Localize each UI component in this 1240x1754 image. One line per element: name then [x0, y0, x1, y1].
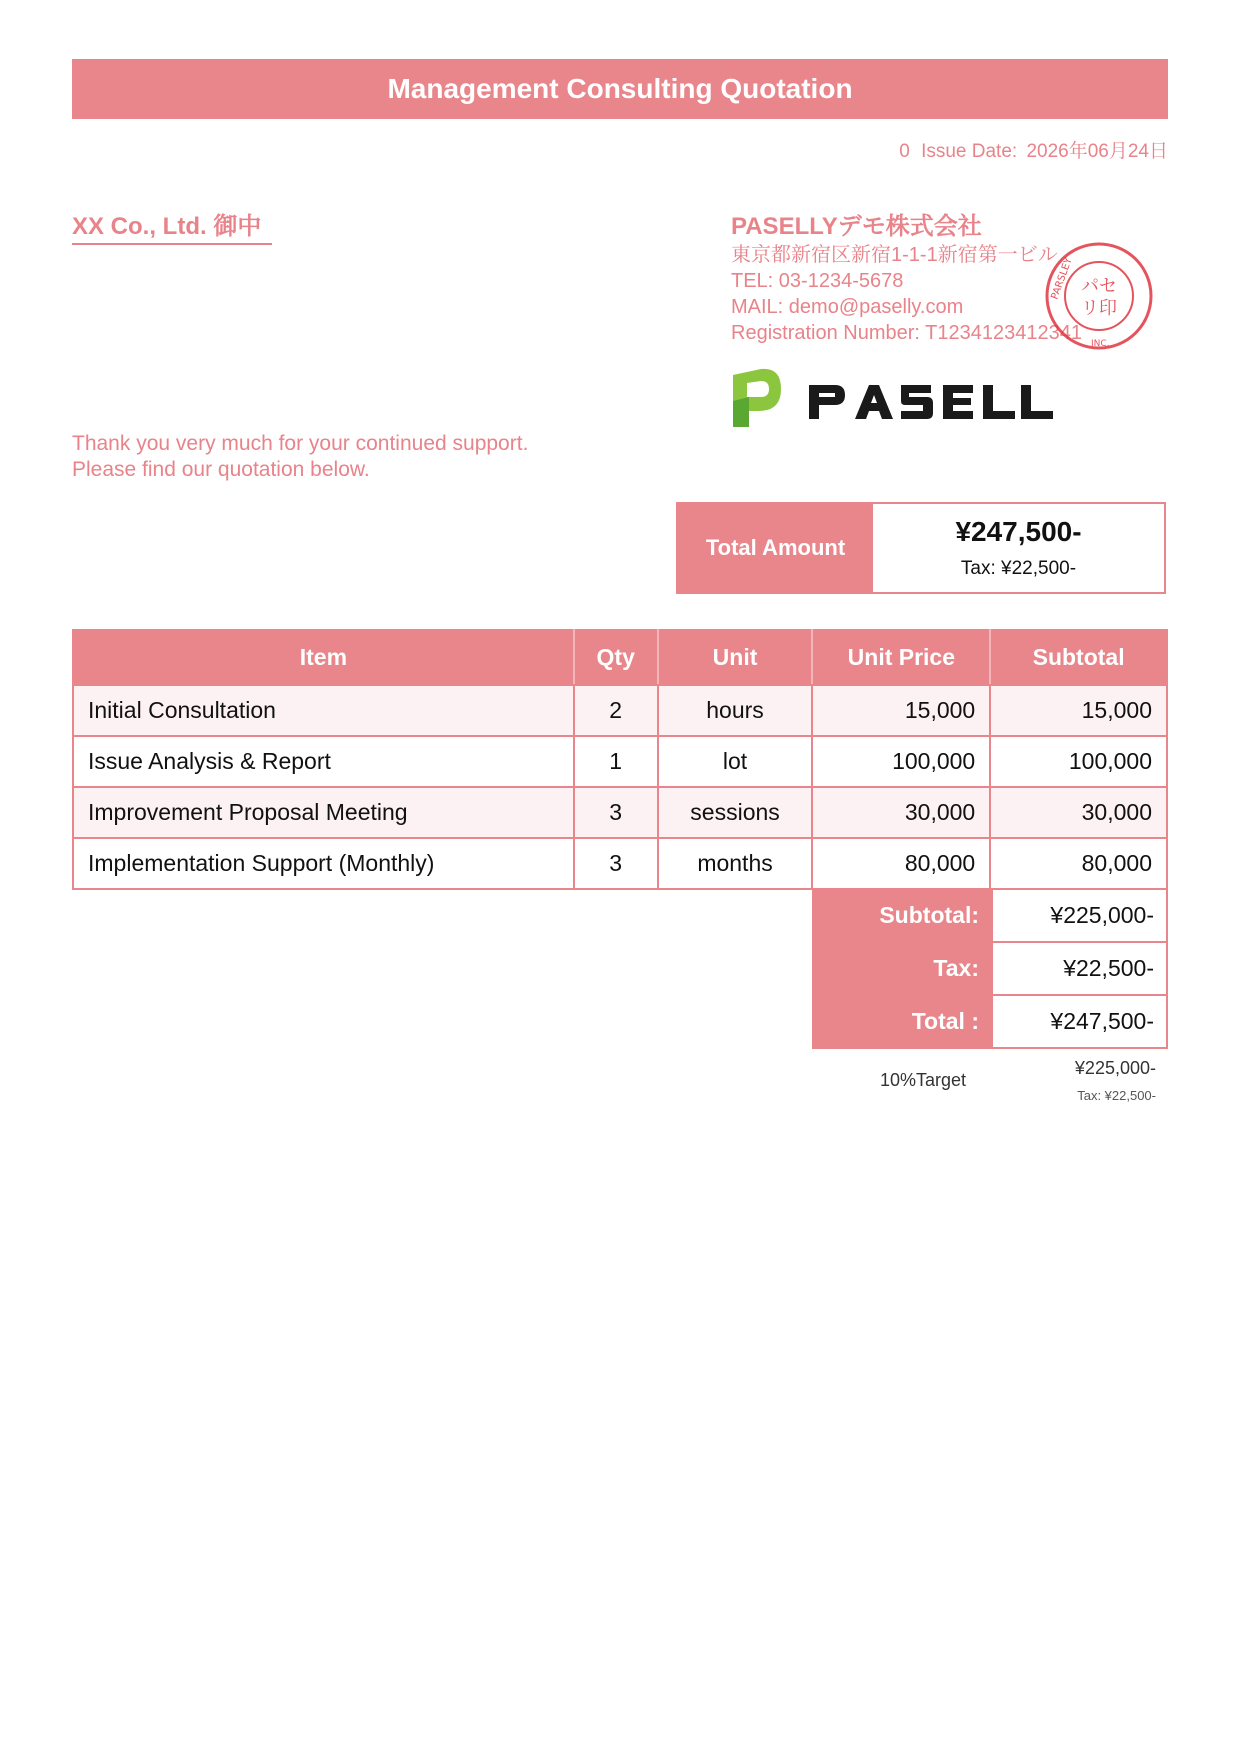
total-amount-label: Total Amount [678, 504, 873, 592]
issue-date-label: Issue Date: [921, 141, 1018, 162]
cell-subtotal: 15,000 [990, 685, 1167, 736]
header-unit-price: Unit Price [812, 630, 990, 685]
table-row [73, 736, 1167, 787]
total-amount: ¥247,500- [955, 516, 1082, 547]
cell-unit-price: 15,000 [812, 685, 990, 736]
cell-item: Initial Consultation [73, 685, 574, 736]
summary-row-total [813, 995, 1167, 1048]
greeting-line-1: Thank you very much for your continued support. [72, 432, 529, 455]
cell-unit-price: 100,000 [812, 736, 990, 787]
cell-unit-price: 80,000 [812, 838, 990, 889]
cell-qty: 1 [574, 736, 658, 787]
summary-table [812, 888, 1168, 1049]
cell-item: Implementation Support (Monthly) [73, 838, 574, 889]
tax-breakdown [812, 1058, 1168, 1108]
greeting-text [72, 431, 528, 483]
tax-label: Tax: [813, 942, 992, 995]
total-amount-box [676, 502, 1166, 594]
subtotal-value: ¥225,000- [992, 889, 1167, 942]
total-tax: Tax: ¥22,500- [960, 558, 1077, 579]
cell-subtotal: 80,000 [990, 838, 1167, 889]
cell-qty: 2 [574, 685, 658, 736]
svg-text:リ印: リ印 [1081, 298, 1117, 319]
cell-qty: 3 [574, 838, 658, 889]
tax-rate-label: 10%Target [880, 1070, 967, 1090]
table-header-row [73, 630, 1167, 685]
tax-target-amount: ¥225,000- [1074, 1058, 1156, 1078]
cell-unit: sessions [658, 787, 813, 838]
table-row [73, 685, 1167, 736]
company-name: PASELLYデモ株式会社 [731, 213, 982, 240]
paselly-logo [731, 367, 1066, 429]
header-subtotal: Subtotal [990, 630, 1167, 685]
document-number: 0 [899, 141, 910, 162]
table-row [73, 787, 1167, 838]
total-value: ¥247,500- [992, 995, 1167, 1048]
company-mail: MAIL: demo@paselly.com [731, 296, 964, 318]
header-unit: Unit [658, 630, 813, 685]
issue-info [893, 136, 1168, 163]
table-row [73, 838, 1167, 889]
svg-text:PARSLEY: PARSLEY [1049, 256, 1075, 302]
cell-subtotal: 30,000 [990, 787, 1167, 838]
tax-value: ¥22,500- [992, 942, 1167, 995]
cell-item: Issue Analysis & Report [73, 736, 574, 787]
cell-item: Improvement Proposal Meeting [73, 787, 574, 838]
summary-row-tax [813, 942, 1167, 995]
cell-qty: 3 [574, 787, 658, 838]
issue-date: 2026年06月24日 [1026, 141, 1168, 162]
total-label: Total : [813, 995, 992, 1048]
header-qty: Qty [574, 630, 658, 685]
company-tel: TEL: 03-1234-5678 [731, 270, 904, 292]
header-item: Item [73, 630, 574, 685]
document-title: Management Consulting Quotation [72, 59, 1168, 119]
summary-row-subtotal [813, 889, 1167, 942]
total-amount-values [873, 504, 1164, 592]
tax-target-tax: Tax: ¥22,500- [1077, 1088, 1156, 1103]
cell-unit-price: 30,000 [812, 787, 990, 838]
cell-unit: months [658, 838, 813, 889]
svg-text:INC.: INC. [1091, 339, 1110, 349]
cell-unit: lot [658, 736, 813, 787]
company-seal-stamp [1043, 240, 1155, 352]
company-registration: Registration Number: T1234123412341 [731, 322, 1082, 344]
cell-unit: hours [658, 685, 813, 736]
svg-text:パセ: パセ [1081, 276, 1117, 297]
subtotal-label: Subtotal: [813, 889, 992, 942]
company-address: 東京都新宿区新宿1-1-1新宿第一ビル [731, 244, 1058, 266]
cell-subtotal: 100,000 [990, 736, 1167, 787]
items-table [72, 629, 1168, 890]
greeting-line-2: Please find our quotation below. [72, 458, 370, 481]
client-name: XX Co., Ltd. 御中 [72, 213, 272, 245]
